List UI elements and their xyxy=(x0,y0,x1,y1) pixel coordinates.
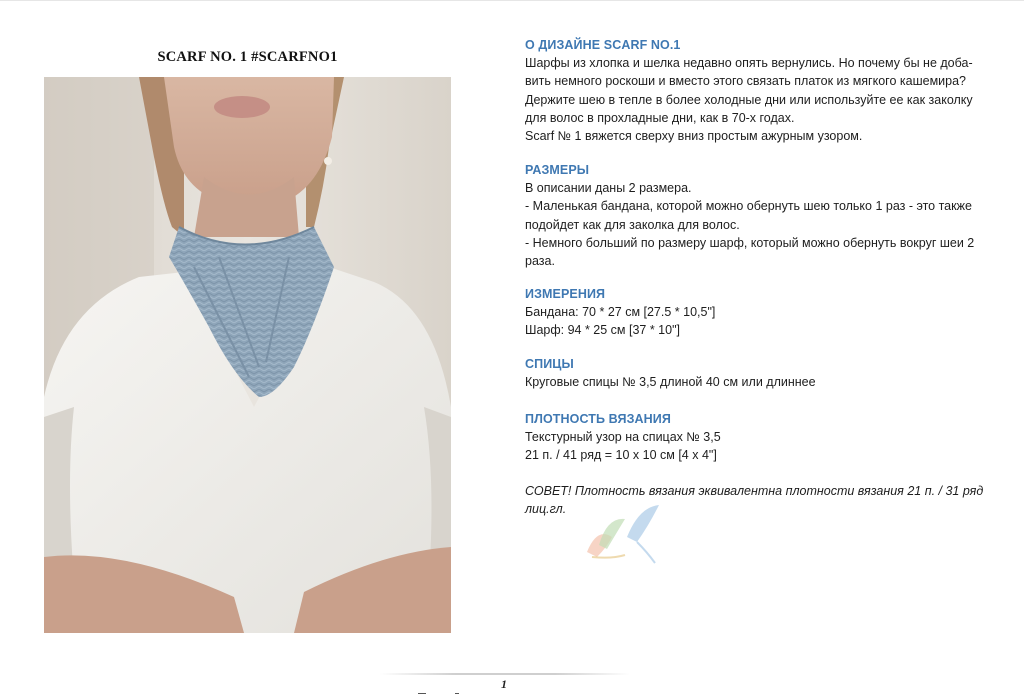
sizes-section xyxy=(525,162,974,270)
gauge-heading: ПЛОТНОСТЬ ВЯЗАНИЯ xyxy=(525,412,671,426)
sizes-line: - Маленькая бандана, которой можно обернуть шею только 1 раз - это также xyxy=(525,199,972,214)
needles-section xyxy=(525,356,816,391)
measurements-line: Бандана: 70 * 27 см [27.5 * 10,5"] xyxy=(525,305,716,319)
about-line: вить немного роскоши и вместо этого связать платок из мягкого кашемира? xyxy=(525,74,966,89)
measurements-section xyxy=(525,286,715,340)
measurements-line: Шарф: 94 * 25 см [37 * 10"] xyxy=(525,323,680,338)
sizes-line: В описании даны 2 размера. xyxy=(525,181,692,195)
gauge-line: Текстурный узор на спицах № 3,5 xyxy=(525,430,721,444)
tip-line: лиц.гл. xyxy=(525,502,567,517)
sizes-line: раза. xyxy=(525,254,555,269)
tip-line: СОВЕТ! Плотность вязания эквивалентна плотности вязания 21 п. / 31 ряд xyxy=(525,484,984,498)
footer-mark xyxy=(455,693,459,694)
needles-line: Круговые спицы № 3,5 длиной 40 см или длиннее xyxy=(525,375,816,389)
footer-mark xyxy=(418,693,426,694)
about-section xyxy=(525,37,973,145)
gauge-section xyxy=(525,411,721,465)
page-number: 1 xyxy=(501,677,507,691)
footer-divider xyxy=(380,673,630,675)
about-heading: О ДИЗАЙНЕ SCARF NO.1 xyxy=(525,38,681,52)
sizes-heading: РАЗМЕРЫ xyxy=(525,163,590,177)
sizes-line: подойдет как для заколка для волос. xyxy=(525,217,740,232)
about-line: для волос в прохладные дни, как в 70-х годах. xyxy=(525,110,795,125)
about-line: Шарфы из хлопка и шелка недавно опять вернулись. Но почему бы не доба- xyxy=(525,56,973,70)
about-line: Держите шею в тепле в более холодные дни или используйте ее как заколку xyxy=(525,92,973,107)
gauge-line: 21 п. / 41 ряд = 10 x 10 см [4 x 4"] xyxy=(525,448,717,463)
model-photo-illustration xyxy=(44,77,451,633)
sizes-line: - Немного больший по размеру шарф, который можно обернуть вокруг шеи 2 xyxy=(525,235,975,250)
measurements-heading: ИЗМЕРЕНИЯ xyxy=(525,287,606,301)
model-photo xyxy=(44,77,451,633)
about-line: Scarf № 1 вяжется сверху вниз простым ажурным узором. xyxy=(525,129,863,144)
bird-watermark-logo xyxy=(577,497,669,567)
photo-title: SCARF NO. 1 #SCARFNO1 xyxy=(157,49,338,65)
top-divider xyxy=(0,0,1024,1)
needles-heading: СПИЦЫ xyxy=(525,357,574,371)
